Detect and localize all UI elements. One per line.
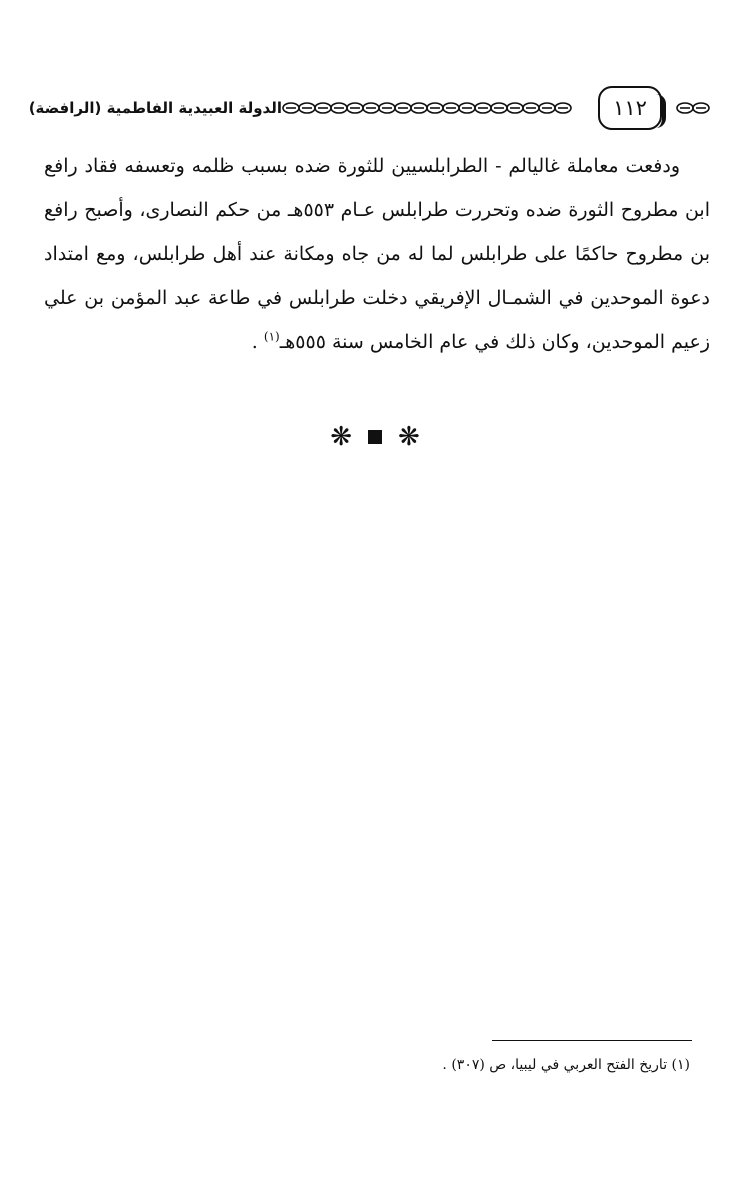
body-paragraph	[44, 144, 710, 364]
section-separator	[0, 424, 750, 450]
running-title: الدولة العبيدية الفاطمية (الرافضة)	[28, 99, 282, 117]
paragraph-end: .	[251, 331, 264, 353]
separator-square-icon	[368, 430, 382, 444]
page-number-badge	[598, 86, 662, 130]
chain-ornament-long	[282, 101, 582, 115]
asterism-star-right: ❋	[398, 422, 420, 452]
footnote-rule	[492, 1040, 692, 1041]
page-number: ١١٢	[613, 95, 647, 120]
footnote: (١) تاريخ الفتح العربي في ليبيا، ص (٣٠٧) .	[442, 1057, 690, 1073]
chain-ornament-short	[676, 101, 712, 115]
paragraph-text: ودفعت معاملة غاليالم - الطرابلسيين للثورة ضده بسبب ظلمه وتعسفه فقاد رافع ابن مطروح الثورة ضده وتحررت طرابلس عـام ٥٥٣هـ من حكم النصارى، وأصبح رافع بن مطروح حاكمًا على طرابلس لما له من جاه ومكانة عند أهل طرابلس، ومع امتداد دعوة الموحدين في الشمـال الإفريقي دخلت طرابلس في طاعة عبد المؤمن بن علي زعيم الموحدين، وكان ذلك في عام الخامس سنة ٥٥٥هـ	[44, 155, 710, 353]
footnote-marker: (١)	[263, 329, 280, 344]
page-header	[28, 80, 712, 136]
asterism-star-left: ❋	[330, 422, 352, 452]
